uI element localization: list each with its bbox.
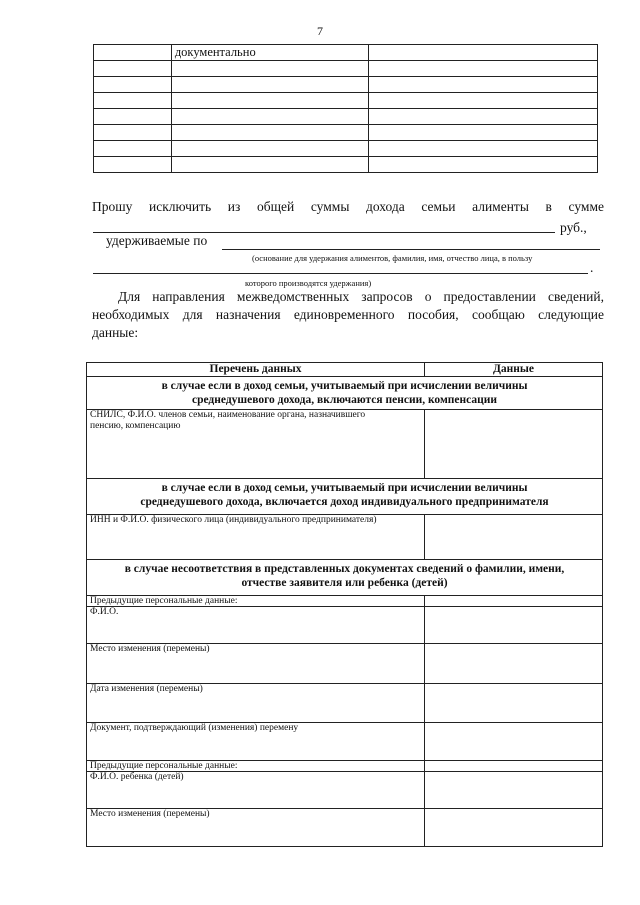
basis-end-mark: .: [590, 260, 594, 275]
withheld-basis-line[interactable]: [222, 249, 600, 250]
top-table-cell[interactable]: документально: [171, 45, 368, 61]
intro-line-2: необходимых для назначения единовременного пособия, сообщаю следующие: [92, 307, 604, 322]
snils-value-cell[interactable]: [425, 410, 603, 479]
top-table-cell[interactable]: [171, 109, 368, 125]
top-table-row: [94, 61, 598, 77]
intro-line-3: данные:: [92, 325, 139, 340]
top-table-row: [94, 77, 598, 93]
inn-value-cell[interactable]: [425, 515, 603, 560]
top-table-row: [94, 141, 598, 157]
section-name-mismatch: в случае несоответствия в представленных документах сведений о фамилии, имени, отчестве заявителя или ребенка (детей): [87, 560, 603, 596]
top-table-cell[interactable]: [94, 61, 172, 77]
top-table-cell[interactable]: [368, 45, 597, 61]
top-table-row: [94, 125, 598, 141]
top-table: [93, 44, 598, 173]
inn-label: ИНН и Ф.И.О. физического лица (индивидуального предпринимателя): [87, 515, 425, 560]
top-table-cell[interactable]: [94, 45, 172, 61]
top-table-cell[interactable]: [171, 61, 368, 77]
date-of-change-label: Дата изменения (перемены): [87, 684, 425, 723]
top-table-cell[interactable]: [94, 93, 172, 109]
child-fio-label: Ф.И.О. ребенка (детей): [87, 772, 425, 809]
top-table-cell[interactable]: [171, 93, 368, 109]
header-data: Данные: [425, 363, 603, 377]
top-table-row: [94, 93, 598, 109]
top-table-cell[interactable]: [368, 109, 597, 125]
page-number: 7: [317, 24, 323, 38]
top-table-cell[interactable]: [368, 141, 597, 157]
top-table-row: [94, 109, 598, 125]
confirming-document-label: Документ, подтверждающий (изменения) перемену: [87, 723, 425, 761]
fio-label: Ф.И.О.: [87, 607, 425, 644]
place-of-change-label: Место изменения (перемены): [87, 644, 425, 684]
alimony-request-text: Прошу исключить из общей суммы дохода семьи алименты в сумме: [92, 199, 604, 214]
fio-value-cell[interactable]: [425, 607, 603, 644]
top-table-cell[interactable]: [94, 125, 172, 141]
top-table-cell[interactable]: [368, 157, 597, 173]
top-table-cell[interactable]: [368, 93, 597, 109]
top-table-cell[interactable]: [94, 141, 172, 157]
child-fio-value[interactable]: [425, 772, 603, 809]
header-list-of-data: Перечень данных: [87, 363, 425, 377]
top-table-cell[interactable]: [368, 77, 597, 93]
top-table-cell[interactable]: [171, 125, 368, 141]
withheld-label: удерживаемые по: [106, 233, 208, 248]
child-place-of-change-value[interactable]: [425, 809, 603, 847]
currency-label: руб.,: [560, 220, 587, 235]
basis-caption-1: (основание для удержания алиментов, фамилия, имя, отчество лица, в пользу: [252, 253, 533, 263]
basis-continuation-line[interactable]: [93, 273, 588, 274]
section-entrepreneur: в случае если в доход семьи, учитываемый при исчислении величины среднедушевого дохода, включается доход индивидуального предпринимателя: [87, 479, 603, 515]
previous-child-data-label: Предыдущие персональные данные:: [87, 761, 425, 772]
top-table-cell[interactable]: [94, 157, 172, 173]
intro-paragraph: [92, 288, 604, 342]
top-table-cell[interactable]: [368, 125, 597, 141]
top-table-cell[interactable]: [171, 141, 368, 157]
top-table-cell[interactable]: [368, 61, 597, 77]
snils-label: СНИЛС, Ф.И.О. членов семьи, наименование органа, назначившего пенсию, компенсацию: [87, 410, 425, 479]
previous-child-data-value[interactable]: [425, 761, 603, 772]
data-table: [86, 362, 603, 847]
previous-personal-data-value[interactable]: [425, 596, 603, 607]
intro-line-1: Для направления межведомственных запросов о предоставлении сведений,: [118, 289, 604, 304]
confirming-document-value[interactable]: [425, 723, 603, 761]
top-table-cell[interactable]: [94, 77, 172, 93]
top-table-cell[interactable]: [171, 77, 368, 93]
section-pensions: в случае если в доход семьи, учитываемый при исчислении величины среднедушевого дохода, включаются пенсии, компенсации: [87, 377, 603, 410]
top-table-cell[interactable]: [171, 157, 368, 173]
top-table-row: [94, 45, 598, 61]
place-of-change-value[interactable]: [425, 644, 603, 684]
basis-caption-2: которого производятся удержания): [245, 278, 372, 288]
top-table-row: [94, 157, 598, 173]
date-of-change-value[interactable]: [425, 684, 603, 723]
top-table-cell[interactable]: [94, 109, 172, 125]
child-place-of-change-label: Место изменения (перемены): [87, 809, 425, 847]
previous-personal-data-label: Предыдущие персональные данные:: [87, 596, 425, 607]
